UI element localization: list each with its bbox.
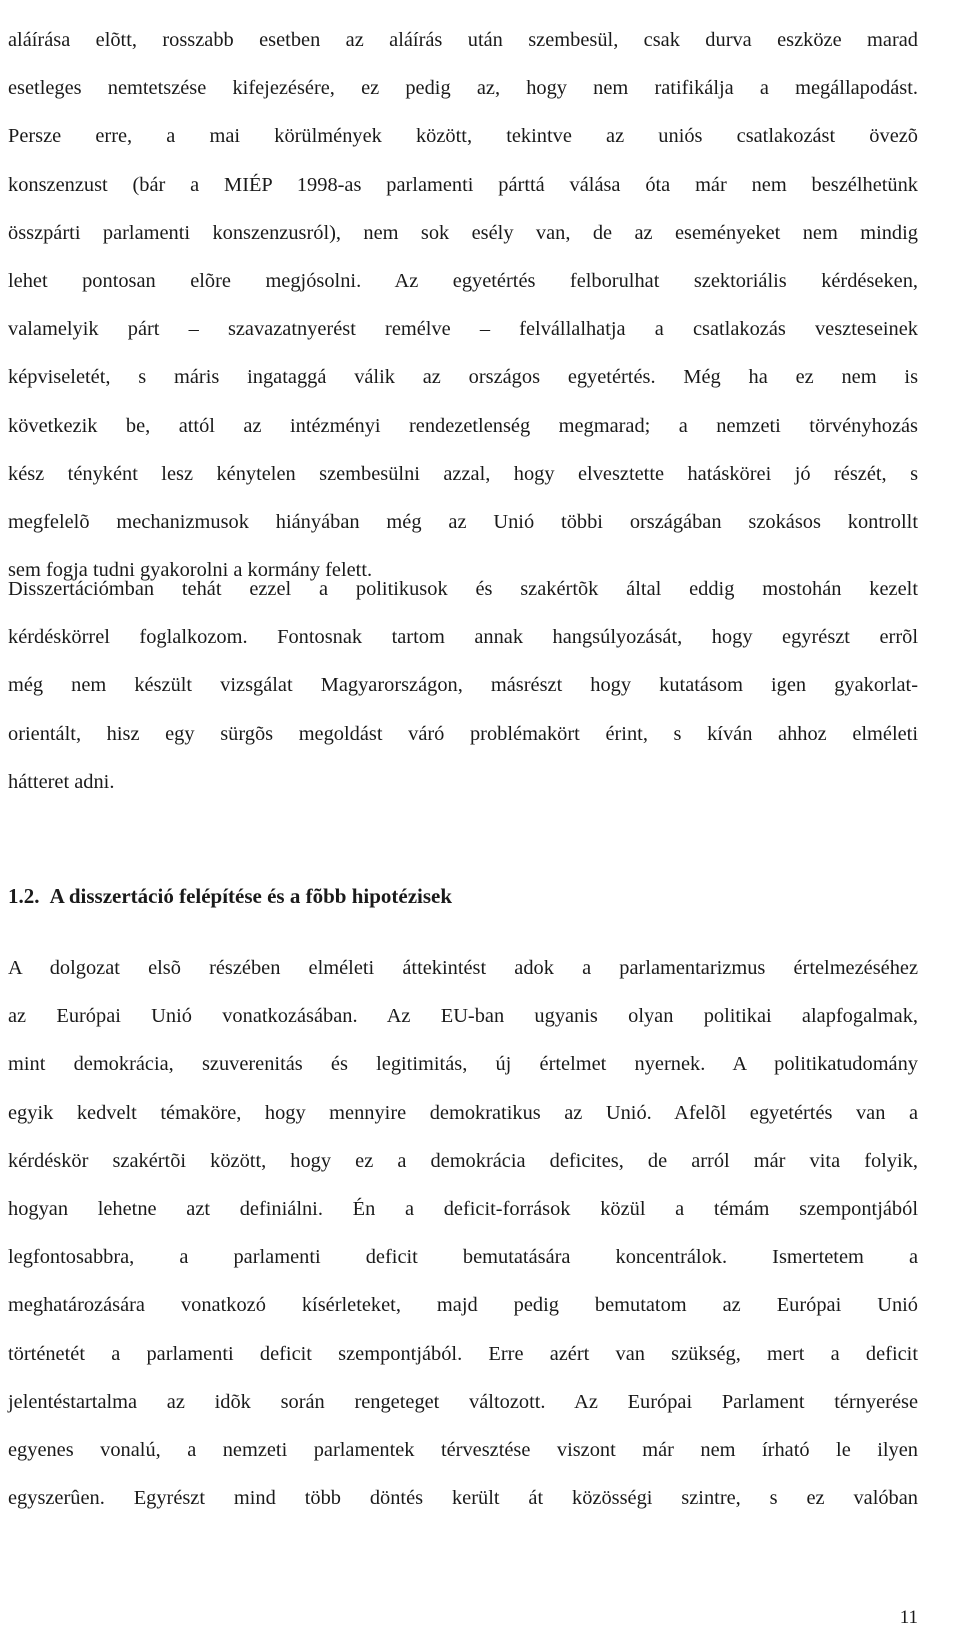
text-line: az Európai Unió vonatkozásában. Az EU-ban ugyanis olyan politikai alapfogalmak,	[8, 1005, 918, 1028]
text-line: következik be, attól az intézményi rendezetlenség megmarad; a nemzeti törvényhozás	[8, 414, 918, 437]
paragraph-2	[8, 565, 918, 806]
paragraph-1	[8, 16, 918, 594]
text-line: még nem készült vizsgálat Magyarországon, másrészt hogy kutatásom igen gyakorlat-	[8, 674, 918, 697]
text-line: összpárti parlamenti konszenzusról), nem sok esély van, de az eseményeket nem mindig	[8, 221, 918, 244]
page-number: 11	[899, 1607, 918, 1628]
text-line: esetleges nemtetszése kifejezésére, ez pedig az, hogy nem ratifikálja a megállapodást.	[8, 77, 918, 100]
text-line: lehet pontosan elõre megjósolni. Az egyetértés felborulhat szektoriális kérdéseken,	[8, 269, 918, 292]
paragraph-3	[8, 944, 918, 1522]
text-line: képviseletét, s máris ingataggá válik az országos egyetértés. Még ha ez nem is	[8, 366, 918, 389]
text-line: hátteret adni.	[8, 770, 115, 793]
text-line: Persze erre, a mai körülmények között, tekintve az uniós csatlakozást övezõ	[8, 125, 918, 148]
text-line: kérdéskör szakértõi között, hogy ez a demokrácia deficites, de arról már vita folyik,	[8, 1149, 918, 1172]
text-line: jelentéstartalma az idõk során rengeteget változott. Az Európai Parlament térnyerése	[8, 1390, 918, 1413]
text-line: meghatározására vonatkozó kísérleteket, majd pedig bemutatom az Európai Unió	[8, 1294, 918, 1317]
text-line: mint demokrácia, szuverenitás és legitimitás, új értelmet nyernek. A politikatudomány	[8, 1053, 918, 1076]
text-line: aláírása elõtt, rosszabb esetben az aláírás után szembesül, csak durva eszköze marad	[8, 29, 918, 51]
text-line: orientált, hisz egy sürgõs megoldást váró problémakört érint, s kíván ahhoz elméleti	[8, 722, 918, 745]
text-line: egyik kedvelt témaköre, hogy mennyire demokratikus az Unió. Afelõl egyetértés van a	[8, 1101, 918, 1124]
text-line: egyenes vonalú, a nemzeti parlamentek térvesztése viszont már nem írható le ilyen	[8, 1438, 918, 1461]
text-line: konszenzust (bár a MIÉP 1998-as parlamenti párttá válása óta már nem beszélhetünk	[8, 173, 918, 196]
section-number: 1.2.	[8, 884, 40, 908]
section-title: A disszertáció felépítése és a fõbb hipotézisek	[49, 884, 453, 908]
text-line: sem fogja tudni gyakorolni a kormány felett.	[8, 559, 373, 582]
text-line: kérdéskörrel foglalkozom. Fontosnak tartom annak hangsúlyozását, hogy egyrészt errõl	[8, 626, 918, 649]
text-line: hogyan lehetne azt definiálni. Én a deficit-források közül a témám szempontjából	[8, 1197, 918, 1220]
section-heading	[8, 876, 452, 916]
text-line: egyszerûen. Egyrészt mind több döntés került át közösségi szintre, s ez valóban	[8, 1487, 918, 1510]
text-line: A dolgozat elsõ részében elméleti áttekintést adok a parlamentarizmus értelmezéséhez	[8, 957, 918, 979]
text-line: legfontosabbra, a parlamenti deficit bemutatására koncentrálok. Ismertetem a	[8, 1246, 918, 1269]
text-line: megfelelõ mechanizmusok hiányában még az Unió többi országában szokásos kontrollt	[8, 510, 918, 533]
document-page	[8, 0, 918, 1640]
text-line: valamelyik párt – szavazatnyerést remélve – felvállalhatja a csatlakozás veszteseinek	[8, 318, 918, 341]
text-line: Disszertációmban tehát ezzel a politikusok és szakértõk által eddig mostohán kezelt	[8, 578, 918, 600]
text-line: történetét a parlamenti deficit szempontjából. Erre azért van szükség, mert a deficit	[8, 1342, 918, 1365]
text-line: kész tényként lesz kénytelen szembesülni azzal, hogy elvesztette hatáskörei jó részét, s	[8, 462, 918, 485]
